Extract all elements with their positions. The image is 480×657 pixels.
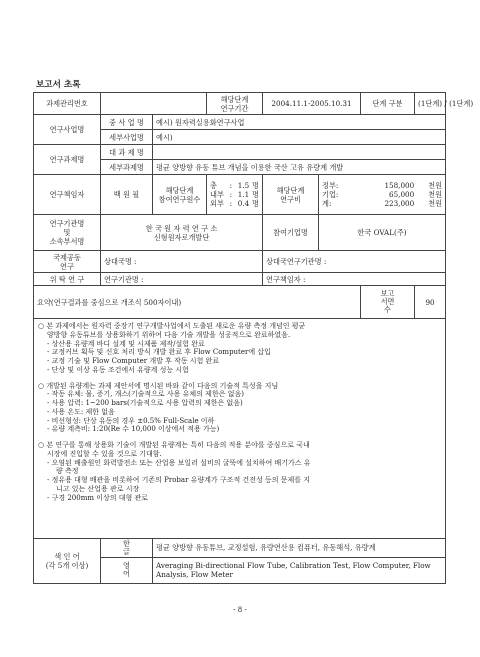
row-summary-header: [34, 286, 446, 319]
period-label: 해당단계 연구기간: [207, 93, 263, 115]
staff-external-label: 외부: [210, 199, 224, 208]
program-sub-value: 예시) 원자력실용화연구사업: [153, 115, 446, 130]
summary-body: [34, 319, 446, 539]
lead-name: 백 원 필: [101, 175, 153, 215]
summary-line: - 교정 기술 및 Flow Computer 개발 후 작동 시험 완료: [47, 357, 220, 365]
staff-label: 해당단계 참여연구원수: [153, 175, 207, 215]
stage-value: (1단계) / (1단계): [415, 93, 446, 115]
summary-gap: [38, 434, 441, 441]
staff-colon: :: [229, 199, 233, 208]
abstract-table: [33, 92, 474, 584]
cost-unit: 천원: [428, 181, 443, 190]
commission-label: 위 탁 연 구: [34, 273, 101, 286]
cost-gov-value: 158,000: [384, 181, 415, 190]
staff-unit: 명: [252, 181, 259, 190]
summary-line: 량 측정: [56, 467, 79, 476]
program-detail-value: 예시): [153, 130, 446, 145]
row-org: [34, 215, 446, 251]
program-sub-label: 중 사 업 명: [101, 115, 153, 130]
cost-total-value: 223,000: [384, 199, 415, 208]
cost-corp-value: 65,000: [389, 190, 415, 199]
task-detail-label: 세부과제명: [101, 160, 153, 175]
staff-colon: :: [229, 181, 233, 190]
row-summary-body: [34, 319, 446, 539]
stage-label: 단계 구분: [361, 93, 415, 115]
summary-line: - 비선형성: 단상 유동의 경우 ±0.5% Full-Scale 이하: [47, 416, 215, 425]
cost-gov-label: 정부:: [322, 181, 339, 190]
staff-external-value: 0.4: [237, 199, 250, 208]
cost-unit: 천원: [428, 199, 443, 208]
staff-internal-label: 내부: [210, 190, 224, 199]
page-number: - 8 -: [233, 606, 247, 614]
summary-gap: [38, 375, 441, 382]
partner-label: 참여기업명: [263, 215, 319, 251]
staff-unit: 명: [252, 190, 259, 199]
summary-line: ○ 본 연구를 통해 상용화 기술이 개발된 유량계는 특히 다음의 적용 분야를 중심으로 국내: [38, 441, 310, 449]
summary-line: - 오염된 배출원인 화력발전소 또는 산업용 보일러 설비의 굴뚝에 설치하여 배기가스 유: [47, 458, 311, 467]
intl-country: 상대국명 :: [101, 251, 263, 273]
commission-lead: 연구책임자 :: [263, 273, 446, 286]
summary-line: - 사용 온도: 제한 없음: [47, 407, 115, 416]
intl-org: 상대국연구기관명 :: [263, 251, 446, 273]
intl-label: 국제공동 연구: [34, 251, 101, 273]
summary-line: - 상산용 유량계 바디 설계 및 시제품 제작/설험 완료: [47, 339, 205, 348]
org-label: 연구기관명 및 소속부서명: [34, 215, 101, 251]
staff-unit: 명: [252, 199, 259, 208]
row-commission: [34, 273, 446, 286]
task-label: 연구과제명: [34, 145, 101, 175]
task-detail-value: 평균 양방향 유동 튜브 개념을 이용한 국산 고유 유량계 개발: [153, 160, 446, 175]
row-intl: [34, 251, 446, 273]
summary-line: 양방향 유동튜브를 상용화하기 위하여 다음 기술 개발을 성공적으로 완료하였음.: [47, 330, 291, 339]
kw-ko-value: 평균 양방향 유동튜브, 교정설험, 유량연산용 컴퓨터, 유동해석, 유량계: [153, 539, 446, 558]
staff-values: [207, 175, 263, 215]
report-heading: 보고서 초록: [36, 80, 81, 90]
row-lead: [34, 175, 446, 215]
task-major-label: 대 과 제 명: [101, 145, 153, 160]
kw-en-label: 영 어: [101, 557, 153, 583]
staff-internal-value: 1.1: [237, 190, 250, 199]
staff-total-value: 1.5: [237, 181, 250, 190]
period-value: 2004.11.1-2005.10.31: [263, 93, 361, 115]
row-project-info: [34, 93, 446, 115]
project-no-value: [101, 93, 207, 115]
commission-org: 연구기관명 :: [101, 273, 263, 286]
task-major-value: [153, 145, 446, 160]
kw-en-value: Averaging Bi-directional Flow Tube, Calibration Test, Flow Computer, Flow Analysis, Flow Meter: [153, 557, 446, 583]
summary-line: - 사용 압력: 1~200 bars(기술적으로 사용 압력의 제한은 없음): [47, 399, 243, 407]
staff-total-label: 총: [210, 181, 217, 190]
project-no-label: 과제관리번호: [34, 93, 101, 115]
cost-values: [319, 175, 446, 215]
summary-line: - 정유용 대형 배관을 비롯하여 기존의 Probar 유량계가 구조적 건전성 등의 문제를 지: [47, 476, 310, 484]
summary-line: - 작동 유체: 물, 증기, 개스(기술적으로 사용 유체의 제한은 없음): [47, 390, 244, 399]
summary-line: - 구경 200mm 이상의 대형 관로: [47, 493, 148, 502]
cost-total-label: 계:: [322, 199, 332, 208]
summary-line: 시장에 진입할 수 있을 것으로 기대함.: [47, 449, 162, 458]
summary-line: - 교정커브 획득 및 신호 처리 방식 개발 완료 후 Flow Computer에 삽입: [47, 348, 271, 357]
row-program-1: [34, 115, 446, 130]
summary-line: ○ 개발된 유량계는 과제 제안서에 명시된 바와 같이 다음의 기술적 특성을 지님: [38, 381, 279, 390]
keywords-label: 색 인 어 (각 5개 이상): [34, 539, 101, 584]
summary-line: 니고 있는 산업용 관로 시장: [56, 484, 140, 493]
staff-colon: :: [229, 190, 233, 199]
row-keywords-ko: [34, 539, 446, 558]
org-value: 한 국 원 자 력 연 구 소 신형원자로개발단: [101, 215, 263, 251]
summary-line: ○ 본 과제에서는 원자력 중장기 연구개발사업에서 도출된 새로운 유량 측정 개념인 평균: [38, 322, 306, 330]
pages-label: 보고 서면 수: [361, 286, 415, 319]
cost-label: 해당단계 연구비: [263, 175, 319, 215]
cost-corp-label: 기업:: [322, 190, 339, 199]
cost-unit: 천원: [428, 190, 443, 199]
kw-ko-label: 한 글: [101, 539, 153, 558]
summary-line: - 유량 계측비: 1:20(Re 수 10,000 이상에서 적용 가능): [47, 425, 220, 434]
pages-value: 90: [415, 286, 446, 319]
partner-value: 한국 OVAL(주): [319, 215, 446, 251]
program-detail-label: 세부사업명: [101, 130, 153, 145]
row-task-1: [34, 145, 446, 160]
lead-label: 연구책임자: [34, 175, 101, 215]
summary-label: 요약(연구결과를 중심으로 개조식 500자이내): [34, 286, 361, 319]
program-label: 연구사업명: [34, 115, 101, 145]
summary-line: - 단상 및 이상 유동 조건에서 유량계 성능 시험: [47, 365, 189, 374]
